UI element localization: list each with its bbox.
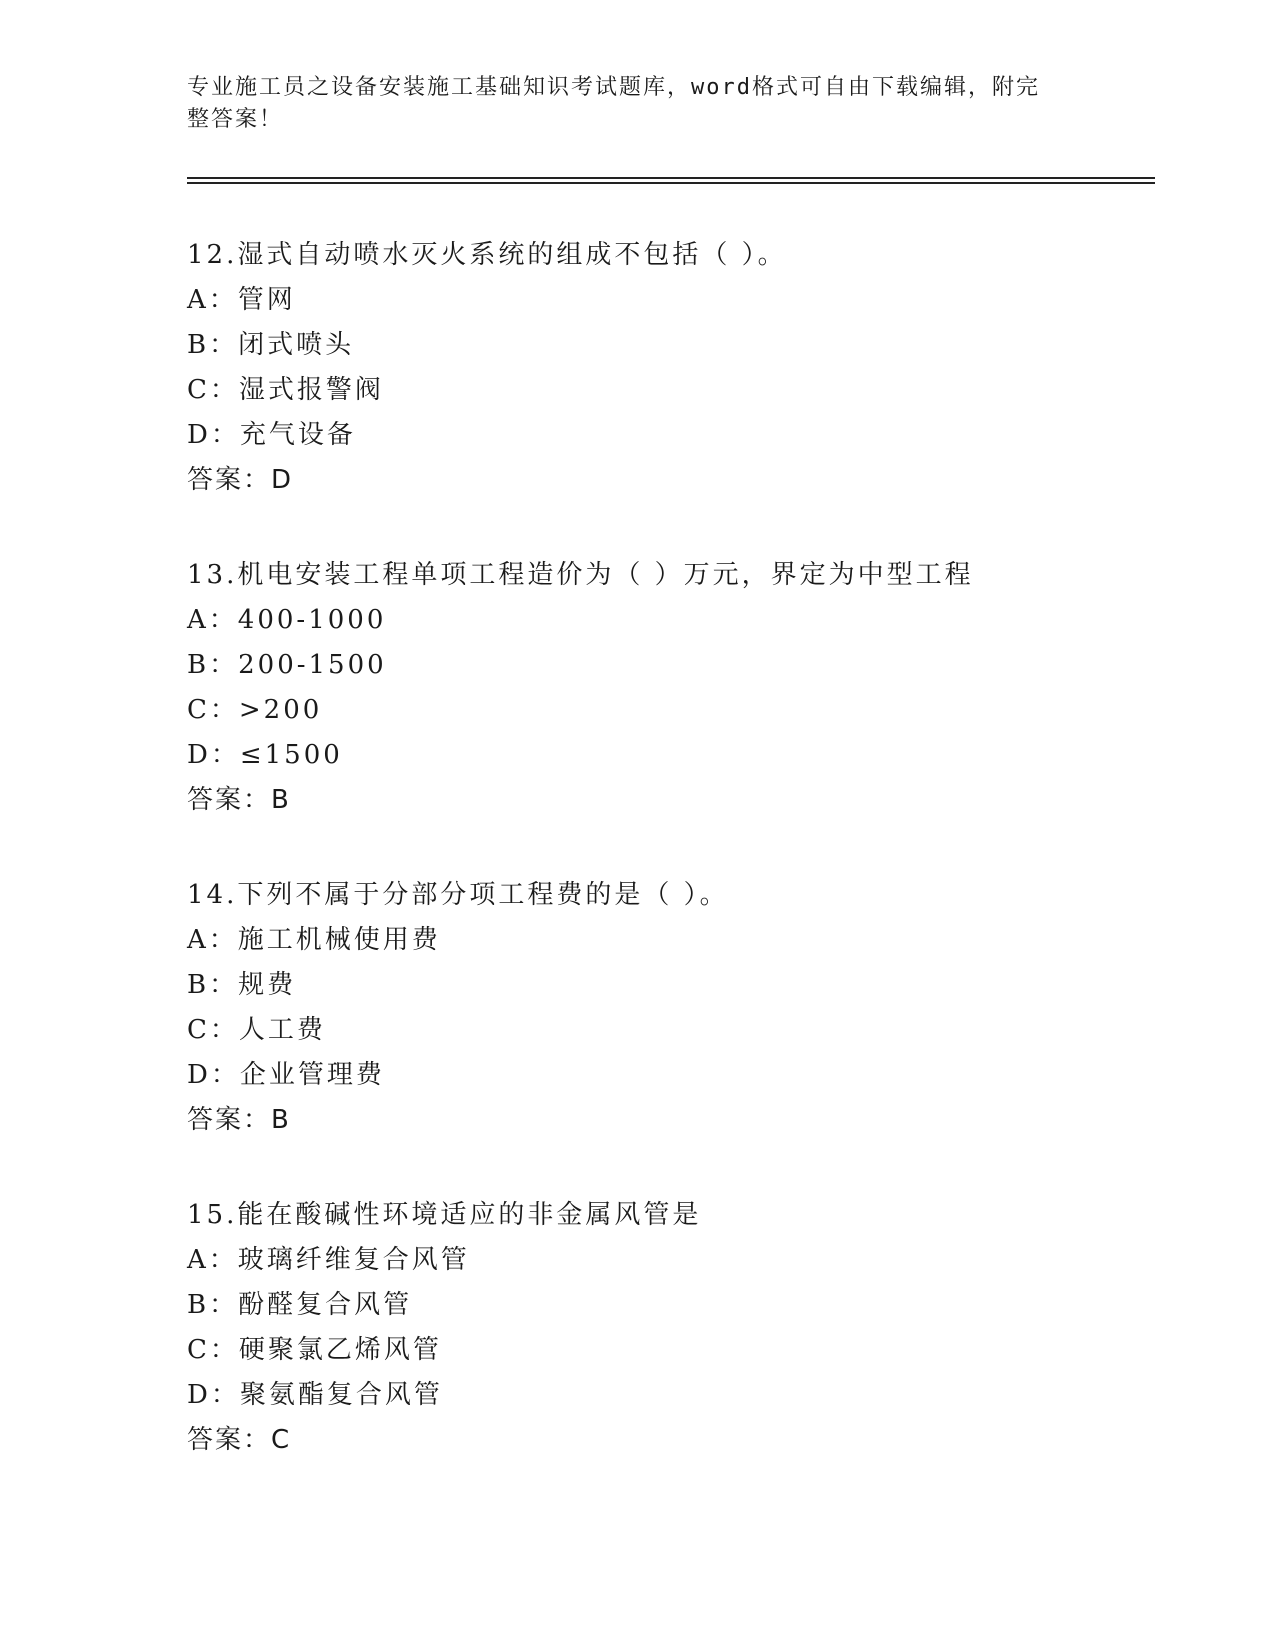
answer: 答案：C [187,1425,292,1455]
answer: 答案：B [187,1105,291,1135]
question-15 [187,1193,1155,1463]
header-line-2: 整答案！ [187,107,284,132]
option-b: B：酚醛复合风管 [187,1290,413,1320]
option-d: D：聚氨酯复合风管 [187,1380,443,1410]
option-a: A：玻璃纤维复合风管 [187,1245,470,1275]
question-title: 15.能在酸碱性环境适应的非金属风管是 [187,1200,702,1230]
option-c: C：>200 [187,695,323,725]
answer: 答案：D [187,465,294,495]
header-divider-bottom [187,182,1155,184]
question-14 [187,873,1155,1143]
option-c: C：人工费 [187,1015,326,1045]
option-a: A：管网 [187,285,296,315]
option-a: A：400-1000 [187,605,387,635]
option-c: C：硬聚氯乙烯风管 [187,1335,442,1365]
option-c: C：湿式报警阀 [187,375,384,405]
header-line-1: 专业施工员之设备安装施工基础知识考试题库，word格式可自由下载编辑，附完 [187,75,1040,100]
option-d: D：企业管理费 [187,1060,385,1090]
option-b: B：规费 [187,970,297,1000]
question-title: 13.机电安装工程单项工程造价为（ ）万元，界定为中型工程 [187,560,974,590]
document-header [187,72,1067,136]
option-a: A：施工机械使用费 [187,925,441,955]
option-d: D：≤1500 [187,740,343,770]
option-d: D：充气设备 [187,420,356,450]
answer: 答案：B [187,785,291,815]
question-title: 14.下列不属于分部分项工程费的是（ ）。 [187,880,729,910]
header-divider-top [187,177,1155,179]
option-b: B：闭式喷头 [187,330,355,360]
question-13 [187,553,1155,823]
question-12 [187,233,1155,503]
option-b: B：200-1500 [187,650,387,680]
question-title: 12.湿式自动喷水灭火系统的组成不包括（ ）。 [187,240,787,270]
